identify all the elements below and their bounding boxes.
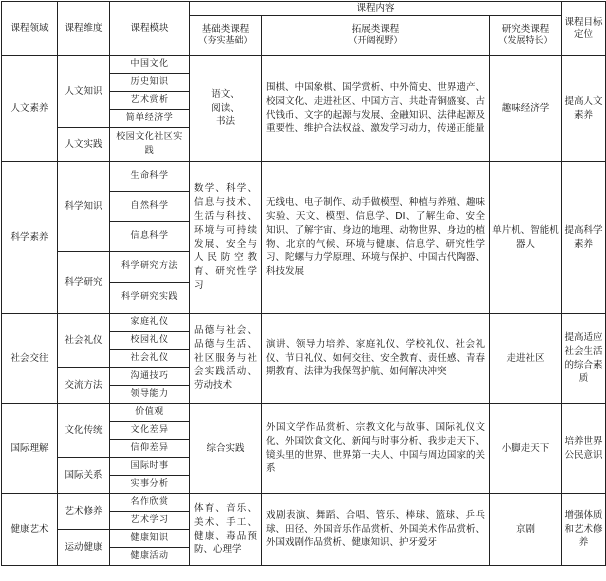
- field-cell: 社会交往: [2, 314, 58, 404]
- basic-cell: [190, 56, 262, 162]
- module-cell: 文化差异: [110, 422, 190, 440]
- dimension-cell: 人文实践: [58, 128, 110, 162]
- expand-cell: 外国文学作品赏析、宗教文化与故事、国际礼仪文化、外国饮食文化、新闻与时事分析、我步走天下、镜头里的世界、世界第一夫人、中国与周边国家的关系: [262, 404, 490, 494]
- dimension-cell: 科学研究: [58, 252, 110, 314]
- table-row: [2, 494, 606, 512]
- basic-line: 阅读、: [211, 102, 240, 114]
- course-table-page: [0, 1, 606, 581]
- research-cell: 单片机、智能机器人: [490, 162, 562, 314]
- header-research: [490, 16, 562, 56]
- research-cell: 小脚走天下: [490, 404, 562, 494]
- header-goal-label: 课程目标定位: [564, 16, 603, 40]
- expand-cell: 戏剧表演、舞蹈、合唱、管乐、棒球、篮球、乒乓球、田径、外国音乐作品赏析、外国美术作品赏析、外国戏剧作品赏析、健康知识、护牙爱牙: [262, 494, 490, 566]
- module-cell: 健康活动: [110, 548, 190, 566]
- basic-line: 书法: [215, 116, 235, 128]
- module-cell: 社会礼仪: [110, 350, 190, 368]
- dimension-cell: 人文知识: [58, 56, 110, 128]
- research-cell: 趣味经济学: [490, 56, 562, 162]
- module-cell: 自然科学: [110, 192, 190, 222]
- basic-cell: 体育、音乐、美术、手工、健康、毒品预防、心理学: [190, 494, 262, 566]
- module-cell: 科学研究方法: [110, 252, 190, 283]
- module-cell: 价值观: [110, 404, 190, 422]
- header-research-note: （发展特长）: [498, 35, 553, 46]
- module-cell: 领导能力: [110, 386, 190, 404]
- expand-cell: 演讲、领导力培养、家庭礼仪、学校礼仪、社会礼仪、节日礼仪、如何交往、安全教育、责任感、青春期教育、法律为我保驾护航、如何解决冲突: [262, 314, 490, 404]
- expand-cell: 无线电、电子制作、动手做模型、种植与养殖、趣味实验、天文、模型、信息学、DI、了解生命、安全知识、了解宇宙、身边的地理、动物世界、身边的植物、北京的气候、环境与健康、信息学、研究性学习、陀螺与力学原理、环境与保护、中国古代陶器、科技发展: [262, 162, 490, 314]
- module-cell: 科学研究实践: [110, 283, 190, 314]
- curriculum-table: [1, 1, 606, 566]
- header-basic-note: （夯实基础）: [198, 35, 253, 46]
- module-cell: 信息科学: [110, 222, 190, 252]
- basic-cell: 数学、科学、信息与技术、生活与科技、环境与可持续发展、安全与人民防空教育、研究性学习: [190, 162, 262, 314]
- research-cell: 走进社区: [490, 314, 562, 404]
- basic-line: 语文、: [211, 88, 240, 100]
- header-research-label: 研究类课程: [501, 23, 550, 35]
- header-basic: [190, 16, 262, 56]
- field-cell: 国际理解: [2, 404, 58, 494]
- field-cell: 健康艺术: [2, 494, 58, 566]
- goal-cell: 增强体质和艺术修养: [562, 494, 606, 566]
- module-cell: 校园文化社区实践: [110, 128, 190, 162]
- goal-cell: 提高科学素养: [562, 162, 606, 314]
- basic-cell: 品德与社会、品德与生活、社区服务与社会实践活动、劳动技术: [190, 314, 262, 404]
- table-row: [2, 56, 606, 74]
- goal-cell: 提高适应社会生活的综合素质: [562, 314, 606, 404]
- module-cell: 校园礼仪: [110, 332, 190, 350]
- dimension-cell: 艺术修养: [58, 494, 110, 530]
- module-cell: 生命科学: [110, 162, 190, 192]
- dimension-cell: 国际关系: [58, 458, 110, 494]
- header-module: 课程模块: [110, 2, 190, 56]
- module-cell: 艺术学习: [110, 512, 190, 530]
- field-cell: 人文素养: [2, 56, 58, 162]
- dimension-cell: 运动健康: [58, 530, 110, 566]
- header-row-1: [2, 2, 606, 16]
- header-basic-label: 基础类课程: [201, 23, 250, 35]
- module-cell: 简单经济学: [110, 110, 190, 128]
- goal-cell: 培养世界公民意识: [562, 404, 606, 494]
- module-cell: 健康知识: [110, 530, 190, 548]
- header-dimension: 课程维度: [58, 2, 110, 56]
- research-cell: 京剧: [490, 494, 562, 566]
- header-field: 课程领域: [2, 2, 58, 56]
- module-cell: 艺术赏析: [110, 92, 190, 110]
- module-cell: 沟通技巧: [110, 368, 190, 386]
- field-cell: 科学素养: [2, 162, 58, 314]
- module-cell: 中国文化: [110, 56, 190, 74]
- dimension-cell: 社会礼仪: [58, 314, 110, 368]
- dimension-cell: 文化传统: [58, 404, 110, 458]
- module-cell: 实事分析: [110, 476, 190, 494]
- module-cell: 国际时事: [110, 458, 190, 476]
- expand-cell: 围棋、中国象棋、国学赏析、中外简史、世界遗产、校园文化、走进社区、中国方言、共赴青铜盛宴、古代钱币、文字的起源与发展、金融知识、法律起源及重要性、维护合法权益、激发学习动力，传递正能量: [262, 56, 490, 162]
- table-row: [2, 404, 606, 422]
- module-cell: 信仰差异: [110, 440, 190, 458]
- header-content: 课程内容: [190, 2, 562, 16]
- header-expand: [262, 16, 490, 56]
- header-expand-label: 拓展类课程: [351, 23, 400, 35]
- header-goal: [562, 2, 606, 56]
- dimension-cell: 交流方法: [58, 368, 110, 404]
- table-row: [2, 314, 606, 332]
- table-row: [2, 162, 606, 192]
- goal-cell: 提高人文素养: [562, 56, 606, 162]
- module-cell: 名作欣赏: [110, 494, 190, 512]
- module-cell: 家庭礼仪: [110, 314, 190, 332]
- module-cell: 历史知识: [110, 74, 190, 92]
- dimension-cell: 科学知识: [58, 162, 110, 252]
- header-expand-note: （开阔视野）: [348, 35, 403, 46]
- basic-cell: 综合实践: [190, 404, 262, 494]
